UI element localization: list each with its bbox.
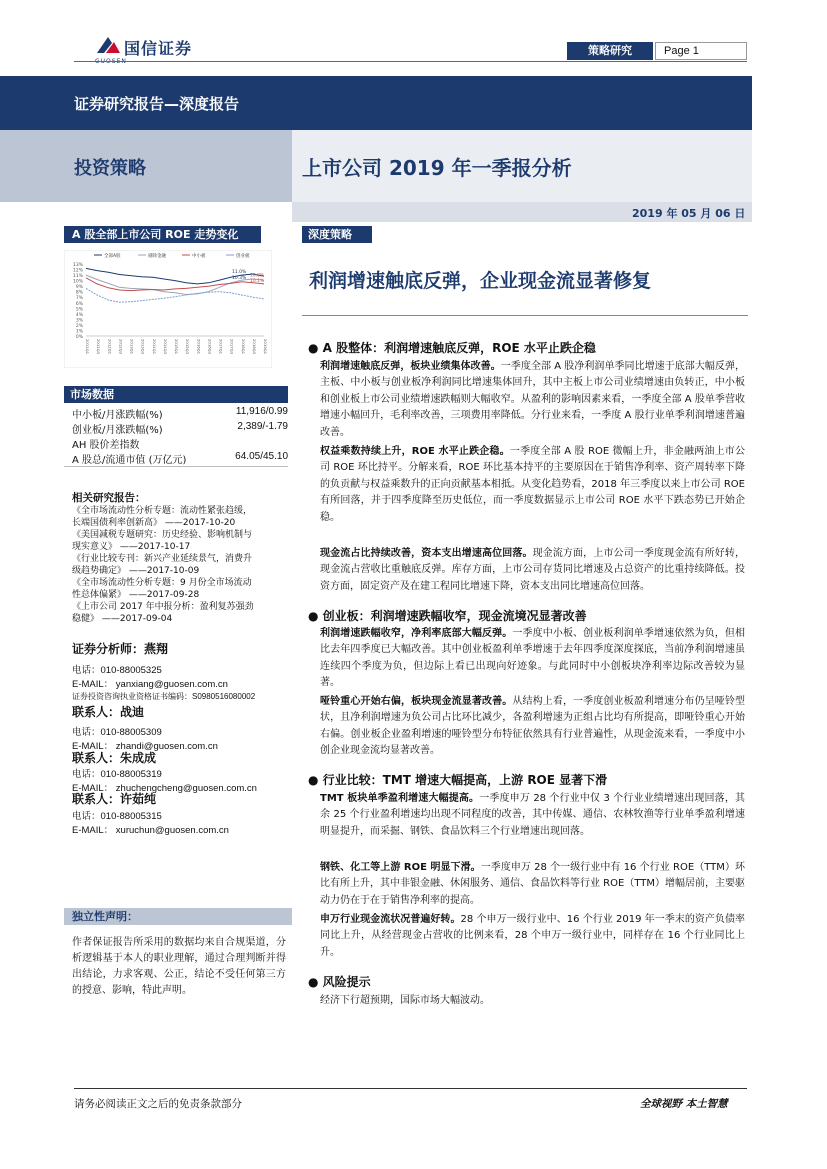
report-category: 投资策略: [74, 158, 146, 179]
x-tick-label: 2015Q1: [174, 339, 179, 355]
data-label: 10.8%: [250, 273, 265, 279]
market-data-title: 市场数据: [64, 386, 288, 403]
paragraph-lead: 权益乘数持续上升，ROE 水平止跌企稳。: [320, 446, 510, 457]
subtitle-divider: [302, 315, 748, 316]
analyst-name: 证券分析师：燕翔: [72, 642, 169, 656]
x-tick-label: 2016Q3: [207, 339, 213, 355]
company-logo-text: 国信证券: [124, 39, 193, 58]
analyst-email[interactable]: E-MAIL： yanxiang@guosen.com.cn: [72, 679, 228, 690]
report-subtitle: 利润增速触底反弹，企业现金流显著修复: [309, 270, 652, 292]
y-tick-label: 9%: [75, 285, 83, 291]
section-heading: ● 行业比较：TMT 增速大幅提高，上游 ROE 显著下滑: [308, 773, 608, 787]
x-tick-label: 2019Q1: [263, 339, 268, 355]
related-report-line: 性总体偏紧》 ——2017-09-28: [72, 590, 200, 600]
y-tick-label: 13%: [72, 263, 83, 268]
x-tick-label: 2018Q3: [251, 339, 257, 355]
y-tick-label: 5%: [75, 307, 83, 313]
x-tick-label: 2018Q1: [240, 339, 246, 355]
paragraph-body: 一季度全部 A 股 ROE 微幅上升，非金融两油上市公司 ROE 环比持平。分解来看，ROE 环比基本持平的主要原因在于销售净利率、资产周转率下降的负贡献与权益乘数升的正向贡献基本相抵。从变化趋势看，2018 年三季度以来上市公司 ROE 有所回落，并于四季度降至历史低位，而一季度数据显示上市公司 ROE 水平下跌态势已开始企稳。: [320, 446, 745, 523]
company-slogan: 全球视野 本土智慧: [640, 1098, 728, 1110]
declaration-text: 作者保证报告所采用的数据均来自合规渠道，分析逻辑基于本人的职业理解，通过合理判断并得出结论，力求客观、公正，结论不受任何第三方的授意、影响，特此声明。: [72, 937, 286, 996]
contact-name: 联系人：朱成成: [72, 751, 157, 765]
header-divider: [74, 61, 747, 62]
paragraph-body: 现金流方面，上市公司一季度现金流有所好转，现金流占营收比重触底反弹。库存方面，上市公司存货同比增速及占总资产的比重持续降低。投资方面，固定资产及在建工程同比增速下降，资本支出同比增速高位回落。: [320, 548, 746, 592]
x-tick-label: 2016Q1: [196, 339, 202, 355]
data-label: 11.0%: [232, 269, 247, 275]
paragraph-body: 经济下行超预期，国际市场大幅波动。: [320, 995, 490, 1006]
y-tick-label: 7%: [75, 296, 83, 302]
related-report-line: 《全市场流动性分析专题：9 月份全市场流动: [72, 578, 252, 588]
data-label: 10.1%: [250, 278, 265, 284]
x-tick-label: 2012Q1: [107, 339, 113, 355]
y-tick-label: 2%: [75, 323, 83, 329]
header-category-tag: 策略研究: [567, 42, 653, 60]
legend-label: 中小板: [192, 254, 206, 259]
related-report-line: 现实意义》 ——2017-10-17: [72, 542, 191, 552]
paragraph-body: 一季度中小板、创业板利润单季增速依然为负，但相比去年四季度已大幅改善。其中创业板盈利单季增速于去年四季度深度探底，当前净利润增速虽连续四个季度为负，但边际上看已出现向好迹象。与此同时中小创板块净利率边际改善较为显著。: [320, 628, 746, 689]
report-type: 证券研究报告—深度报告: [74, 95, 240, 113]
paragraph: [320, 860, 745, 909]
contact-email[interactable]: E-MAIL： xuruchun@guosen.com.cn: [72, 825, 229, 836]
related-reports-title: 相关研究报告：: [72, 492, 146, 504]
section-heading: ● 创业板：利润增速跌幅收窄，现金流境况显著改善: [308, 609, 587, 623]
paragraph: [320, 626, 745, 692]
declaration-title: 独立性声明：: [64, 908, 292, 925]
market-row-value: 11,916/0.99: [235, 406, 288, 417]
paragraph: [320, 912, 745, 961]
y-tick-label: 3%: [75, 318, 83, 324]
data-label: 10.3%: [232, 276, 247, 282]
contact-email[interactable]: E-MAIL： zhandi@guosen.com.cn: [72, 741, 218, 752]
paragraph-body: 从结构上看，一季度创业板盈利增速分布仍呈哑铃型状，且净利润增速为负公司占比环比减少，各盈利增速为正组占比均有所提高，即哑铃重心开始右偏。创业板企业盈利增速的哑铃型分布特征依然具有行业普遍性，从现金流来看，一季度中小创企业现金流均显著改善。: [320, 696, 746, 757]
section-heading: ● 风险提示: [308, 975, 371, 989]
x-tick-label: 2013Q3: [140, 339, 146, 355]
category-panel: [0, 130, 292, 202]
market-divider: [64, 466, 288, 467]
footer-divider: [74, 1088, 747, 1089]
roe-chart-title: A 股全部上市公司 ROE 走势变化: [64, 226, 261, 243]
y-tick-label: 11%: [72, 274, 83, 280]
related-report-line: 长端国债利率创新高》 ——2017-10-20: [72, 518, 236, 528]
section-heading: ● A 股整体：利润增速触底反弹，ROE 水平止跌企稳: [308, 341, 596, 355]
legend-label: 创业板: [236, 254, 250, 259]
page-number: Page 1: [655, 42, 747, 60]
market-row-label: A 股总/流通市值 (万亿元): [72, 455, 187, 466]
roe-line-chart: [64, 250, 272, 368]
paragraph-lead: 利润增速触底反弹，板块业绩集体改善。: [320, 361, 501, 372]
paragraph-lead: TMT 板块单季盈利增速大幅提高。: [320, 793, 480, 804]
market-row: [72, 436, 288, 451]
x-tick-label: 2013Q1: [129, 339, 135, 355]
disclaimer-note: 请务必阅读正文之后的免责条款部分: [74, 1098, 242, 1110]
x-tick-label: 2012Q3: [118, 339, 124, 355]
market-row-label: AH 股价差指数: [72, 440, 140, 451]
legend-label: 全部A股: [104, 254, 121, 259]
contact-phone: 电话：010-88005315: [72, 811, 162, 822]
related-report-line: 级趋势确定》 ——2017-10-09: [72, 566, 200, 576]
contact-email[interactable]: E-MAIL： zhuchengcheng@guosen.com.cn: [72, 783, 257, 794]
related-report-line: 《行业比较专刊：新兴产业延续景气，消费升: [72, 554, 253, 564]
paragraph: [320, 546, 745, 595]
paragraph-body: 一季度申万 28 个行业中仅 3 个行业业绩增速出现回落，其余 25 个行业盈利增速均出现不同程度的改善，其中传媒、通信、农林牧渔等行业单季盈利增速明显提升，而采掘、钢铁、食品饮料三个行业增速出现回落。: [320, 793, 745, 837]
report-date: 2019 年 05 月 06 日: [632, 207, 746, 220]
paragraph: [320, 359, 745, 441]
related-report-line: 稳健》 ——2017-09-04: [72, 614, 173, 624]
x-tick-label: 2014Q3: [162, 339, 168, 355]
report-title: 上市公司 2019 年一季报分析: [302, 156, 572, 180]
x-tick-label: 2017Q1: [218, 339, 224, 355]
y-tick-label: 8%: [75, 290, 83, 296]
y-tick-label: 6%: [75, 301, 83, 307]
market-row: [72, 421, 288, 436]
market-row-value: 64.05/45.10: [235, 451, 288, 462]
section-tag: 深度策略: [302, 226, 372, 243]
related-report-line: 《美国减税专题研究：历史经验、影响机制与: [72, 530, 253, 540]
paragraph: [320, 791, 745, 840]
contact-name: 联系人：许茹纯: [72, 792, 157, 806]
paragraph-body: 一季度申万 28 个一级行业中有 16 个行业 ROE（TTM）环比有所上升，其中非银金融、休闲服务、通信、食品饮料等行业 ROE（TTM）增幅居前，主要驱动力仍在于在于销售净利率的提高。: [320, 862, 746, 906]
contact-name: 联系人：战迪: [72, 705, 145, 719]
paragraph-body: 一季度全部 A 股净利润单季同比增速于底部大幅反弹，主板、中小板与创业板净利润同比增速集体回升，其中主板上市公司业绩增速由负转正，中小板和创业板上市公司业绩增速跌幅则大幅收窄。从盈利的影响因素来看，一季度全部 A 股单季营收增速小幅回升，毛利率改善，三项费用率降低。分行业来看，一季度 A 股行业单季利润增速普遍改善。: [320, 361, 746, 438]
y-tick-label: 10%: [72, 279, 83, 285]
contact-phone: 电话：010-88005319: [72, 769, 162, 780]
x-tick-label: 2015Q3: [185, 339, 191, 355]
x-tick-label: 2014Q1: [151, 339, 157, 355]
paragraph-lead: 哑铃重心开始右偏，板块现金流显著改善。: [320, 696, 513, 707]
paragraph-lead: 申万行业现金流状况普遍好转。: [320, 914, 461, 925]
market-row-label: 创业板/月涨跌幅(%): [72, 425, 163, 436]
market-row: [72, 406, 288, 421]
paragraph-lead: 利润增速跌幅收窄，净利率底部大幅反弹。: [320, 628, 513, 639]
y-tick-label: 1%: [75, 329, 83, 335]
x-tick-label: 2011Q3: [96, 339, 102, 355]
y-tick-label: 4%: [75, 312, 83, 318]
market-row: [72, 451, 288, 466]
company-logo-icon: [94, 33, 122, 59]
x-tick-label: 2017Q3: [229, 339, 235, 355]
related-report-line: 《全市场流动性分析专题：流动性紧张趋缓，: [72, 506, 253, 516]
analyst-license: 证券投资咨询执业资格证书编码：S0980516080002: [72, 692, 256, 701]
paragraph-lead: 现金流占比持续改善，资本支出增速高位回落。: [320, 548, 533, 559]
related-report-line: 《上市公司 2017 年中报分析：盈利复苏强劲: [72, 602, 254, 612]
paragraph-lead: 钢铁、化工等上游 ROE 明显下滑。: [320, 862, 481, 873]
paragraph: [320, 993, 745, 1009]
paragraph: [320, 444, 745, 526]
market-row-label: 中小板/月涨跌幅(%): [72, 410, 163, 421]
y-tick-label: 0%: [75, 335, 83, 340]
contact-phone: 电话：010-88005309: [72, 727, 162, 738]
paragraph-body: 28 个申万一级行业中、16 个行业 2019 年一季末的资产负债率同比上升，从经营现金占营收的比例来看，28 个申万一级行业中，同样存在 16 个行业同比上升。: [320, 914, 745, 958]
x-tick-label: 2011Q1: [85, 339, 90, 355]
analyst-phone: 电话：010-88005325: [72, 665, 162, 676]
y-tick-label: 12%: [72, 268, 83, 274]
market-row-value: 2,389/-1.79: [237, 421, 288, 432]
legend-label: 剔除金融: [148, 254, 166, 259]
paragraph: [320, 694, 745, 760]
